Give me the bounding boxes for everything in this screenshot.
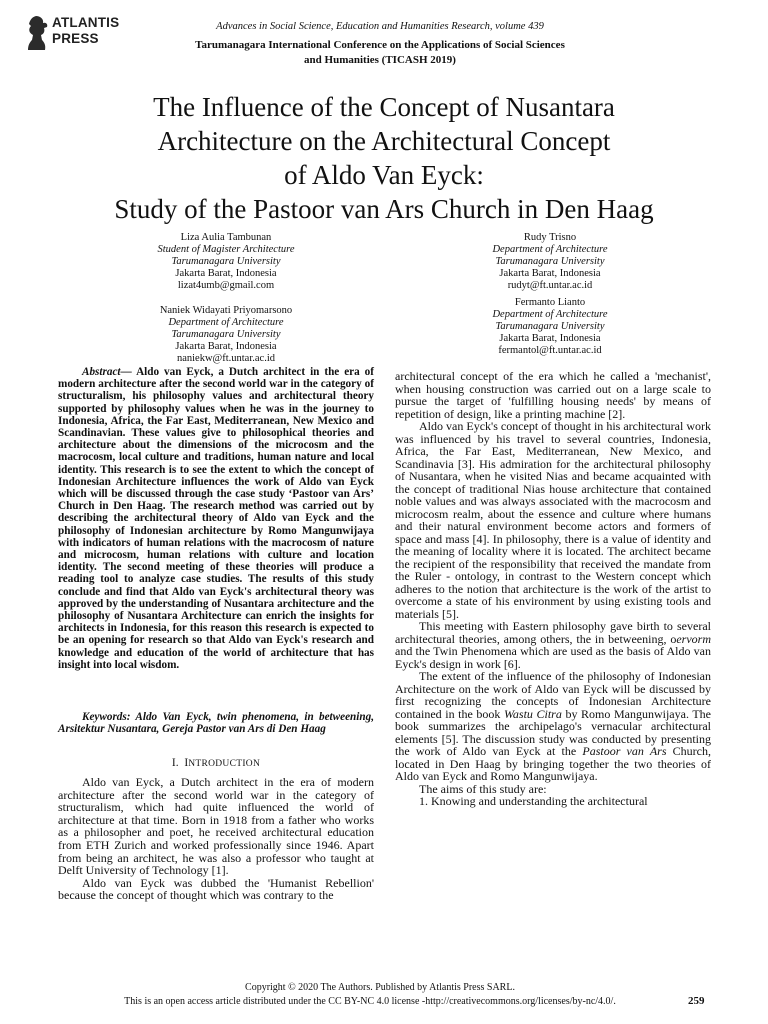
book-title: Wastu Citra [504,706,562,721]
author-name: Fermanto Lianto [514,297,586,308]
author-block-4 [440,297,660,357]
author-dept: Department of Architecture [492,244,608,255]
page-number: 259 [688,995,705,1007]
text-run: This meeting with Eastern philosophy gave birth to several architectural theories, among others, the in betweening, o [395,619,711,646]
author-dept: Student of Magister Architecture [157,244,295,255]
list-item: 1. Knowing and understanding the architectural [419,794,648,808]
conference-line1: Tarumanagara International Conference on the Applications of Social Sciences [195,39,565,51]
paragraph: Aldo van Eyck's concept of thought in his architectural work was influenced by his travel to several countries, Indonesia, Africa, the Far East, Mediterranean, New Mexico, and Scandinavia [3]. His admiration for the architectural philosophy of Nusantara, when he visited Nias and became acquainted with the concept of traditional Nias house architecture that contained noble values and was always associated with the macrocosm and microcosm realm, about the essence and culture where humans and their natural environment become actors and formers of space and mass [4]. In philosophy, there is a value of identity and the meaning of locality where it is located. The architect became the recipient of the responsibility that received the mandate from the Ruler - ontology, in contrast to the Western concept which adheres to the notion that architecture is the work of the artist to overcome a state of his environment by using existing tools and materials [5]. [395,419,711,621]
author-university: Tarumanagara University [495,321,605,332]
author-email[interactable]: fermantol@ft.untar.ac.id [498,345,602,356]
title-line4: Study of the Pastoor van Ars Church in Den Haag [114,194,654,224]
author-block-3 [440,232,660,292]
text-run: by Romo Mangunwijaya. The book summarizes the archipelago's vernacular architectural elements [5]. The discussion study was conducted by presenting the work of Aldo van Eyck at the [395,706,711,758]
paper-title [30,90,738,226]
section-title-rest: NTRODUCTION [188,759,261,769]
author-university: Tarumanagara University [495,256,605,267]
paragraph [395,670,711,783]
keywords: Keywords: Aldo Van Eyck, twin phenomena, in betweening, Arsitektur Nusantara, Gereja Pastor van Ars di Den Haag [58,711,374,736]
conference-line2: and Humanities (TICASH 2019) [304,54,456,66]
author-name: Rudy Trisno [523,232,577,243]
abstract [58,366,374,671]
paragraph: Aldo van Eyck was dubbed the 'Humanist Rebellion' because the concept of thought which was contrary to the [58,875,374,903]
church-name: Pastoor van Ars [582,744,667,758]
author-city: Jakarta Barat, Indonesia [175,268,277,279]
author-email[interactable]: rudyt@ft.untar.ac.id [507,280,593,291]
author-city: Jakarta Barat, Indonesia [499,268,601,279]
author-name: Liza Aulia Tambunan [180,232,272,243]
author-email[interactable]: lizat4umb@gmail.com [177,280,275,291]
author-university: Tarumanagara University [171,329,281,340]
author-city: Jakarta Barat, Indonesia [175,341,277,352]
emphasis: ervorm [676,631,711,646]
author-email[interactable]: naniekw@ft.untar.ac.id [176,353,275,364]
footer-license[interactable]: This is an open access article distributed under the CC BY-NC 4.0 license -http://creativecommons.org/licenses/by-nc/4.0/. [124,996,616,1007]
author-dept: Department of Architecture [168,317,284,328]
publisher-name-line1: ATLANTIS [52,15,120,30]
text-run: The extent of the influence of the philosophy of Indonesian Architecture on the work of Aldo van Eyck will be discussed by first recognizing the concepts of Indonesian Architecture contained in the book [395,669,711,721]
title-line3: of Aldo Van Eyck: [284,160,484,190]
publisher-name-line2: PRESS [52,31,99,46]
text-run: Church, located in Den Haag by bringing together the two theories of Aldo van Eyck and Romo Mangunwijaya. [395,744,711,783]
paragraph: The aims of this study are: [419,781,547,796]
publisher-logo [22,14,132,54]
abstract-label: Abstract [82,366,121,378]
abstract-dash: — [120,366,137,378]
author-name: Naniek Widayati Priyomarsono [159,305,293,316]
section-title-initial: I [184,757,189,769]
title-line1: The Influence of the Concept of Nusantara [153,92,615,122]
section-number: I. [171,757,179,769]
footer-copyright: Copyright © 2020 The Authors. Published by Atlantis Press SARL. [245,982,515,993]
paragraph: architectural concept of the era which he called a 'mechanist', when housing construction was carried out on a large scale to pursue the target of 'fulfilling housing needs' by means of repetition of design, like a printing machine [2]. [395,369,711,421]
author-block-2 [118,305,334,365]
conference-header [170,38,590,68]
title-line2: Architecture on the Architectural Concept [157,126,611,156]
author-city: Jakarta Barat, Indonesia [499,333,601,344]
atlantis-figure-icon [22,14,52,54]
paragraph: Aldo van Eyck, a Dutch architect in the era of modern architecture after the second world war in the category of structuralism, which had quite influenced the world of architecture at that time. Born in 1918 from a father who works as a philosopher and poet, he received architectural education from ETH Zurich and worked professionally since 1946. Apart from being an architect, he was also a professor who taught at Delft University of Technology [1]. [58,775,374,878]
paragraph [395,620,711,670]
left-column-body [58,776,374,902]
section-heading-introduction [58,757,374,769]
author-dept: Department of Architecture [492,309,608,320]
text-run: and the Twin Phenomena which are used as the basis of Aldo van Eyck's design in work [6]. [395,644,711,671]
publisher-name [52,15,119,47]
author-university: Tarumanagara University [171,256,281,267]
journal-header: Advances in Social Science, Education and Humanities Research, volume 439 [216,21,544,32]
right-column-body [395,370,711,808]
author-block-1 [118,232,334,292]
abstract-text: Aldo van Eyck, a Dutch architect in the era of modern architecture after the second world war in the category of structuralism, his philosophy values and architectural theory supported by philosophy values when he was in the journey to Indonesia, Africa, the Far East, Mediterranean, New Mexico and Scandinavian. These values give to philosophical theories and architecture about the dimensions of the microcosm and the macrocosm, local culture and traditions, human nature and local identity. This research is to see the extent to which the concept of Indonesian Architecture influences the work of Aldo van Eyck which will be discussed through the case study ‘Pastoor van Ars’ Church in Den Haag. The research method was carried out by describing the architectural theory of Aldo van Eyck and the philosophy of Indonesian architecture by Romo Mangunwijaya with indicators of human relations with the macrocosm of nature and microcosm, human relations with culture and location identity. The second meeting of these theories will produce a reading tool to analyze case studies. The results of this study conclude and find that Aldo van Eyck's architectural theory was approved by the understanding of Nusantara architecture and the philosophy of Nusantara Architecture can enrich the insights for architects in Indonesia, for this reason this research is expected to be an opening for research so that Aldo van Eyck's research and knowledge and education of the world of architecture that has insight into local wisdom. [58,366,374,671]
